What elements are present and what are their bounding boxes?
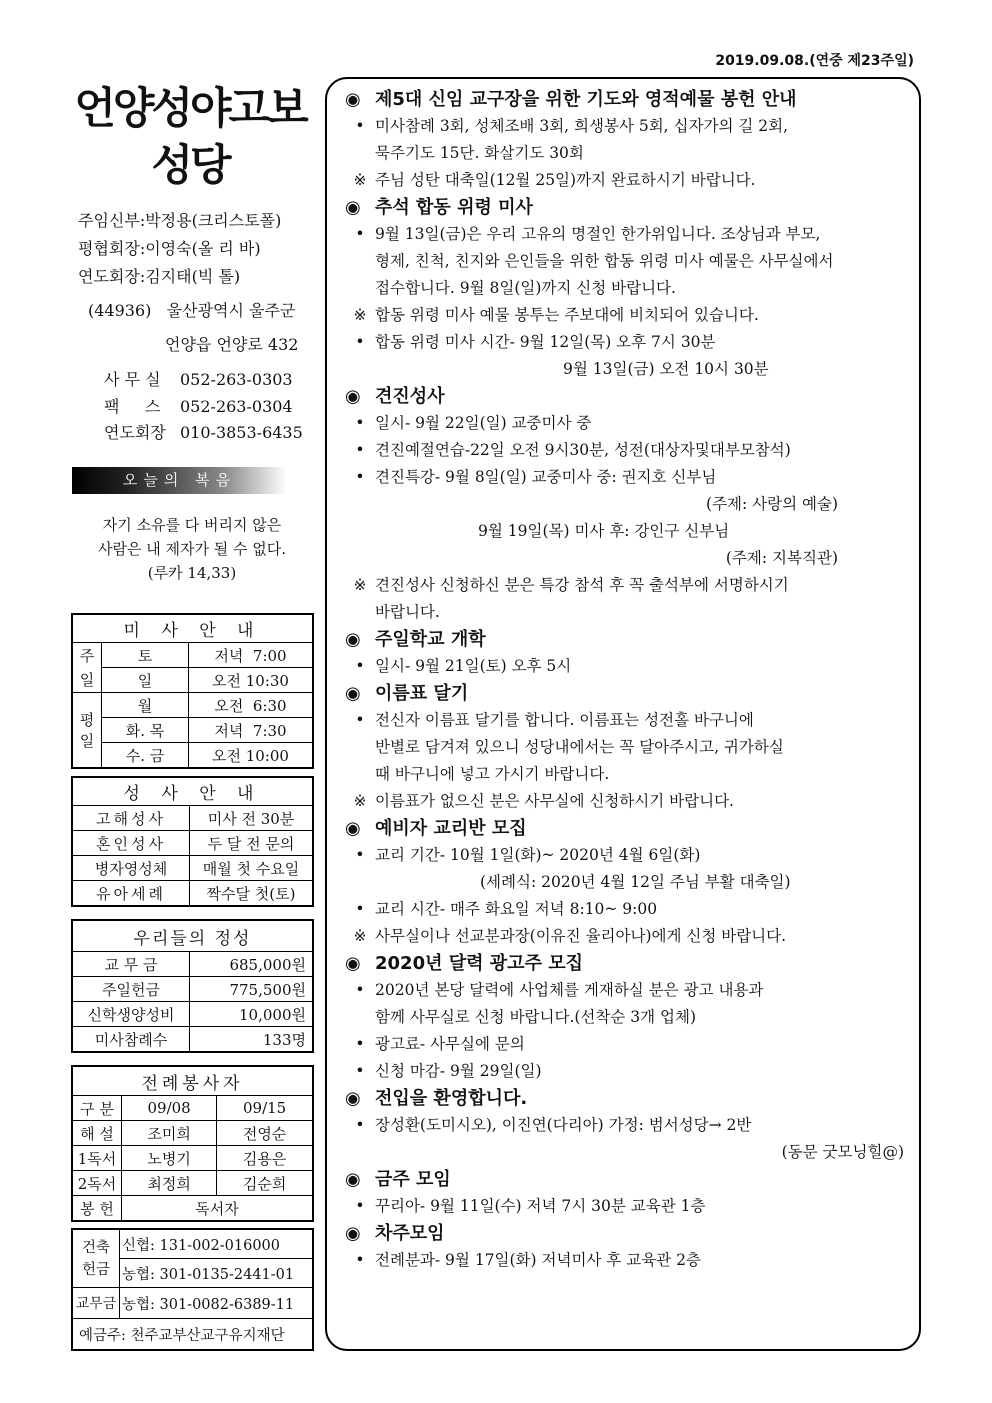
notice-text: 견진특강- 9월 8일(일) 교중미사 중: 권지호 신부님 [375, 468, 717, 486]
server-name: 독서자 [122, 1196, 314, 1222]
section-title: 2020년 달력 광고주 모집 [375, 953, 584, 974]
notices-content [345, 86, 910, 1274]
notice-line [345, 491, 910, 518]
contact-office [104, 367, 293, 390]
notice-note-item [345, 923, 910, 950]
sacrament-value: 매월 첫 수요일 [190, 856, 314, 881]
server-role: 봉 헌 [72, 1196, 122, 1222]
sacrament-value: 미사 전 30분 [190, 806, 314, 831]
notice-text: 견진예절연습-22일 오전 9시30분, 성전(대상자및대부모참석) [375, 441, 791, 459]
group-sunday: 주일 [72, 643, 102, 693]
section-title: 주일학교 개학 [375, 629, 486, 650]
notice-text: 견진성사 신청하신 분은 특강 참석 후 꼭 출석부에 서명하시기 [375, 576, 789, 594]
server-name: 김순희 [217, 1171, 313, 1196]
section-title: 추석 합동 위령 미사 [375, 197, 533, 218]
notice-text: 9월 13일(금)은 우리 고유의 명절인 한가위입니다. 조상님과 부모, [375, 225, 821, 243]
notice-bullet-item [345, 896, 910, 923]
notice-text: (주제: 사랑의 예술) [706, 495, 838, 513]
notice-bullet-item [345, 113, 910, 140]
notice-text: (동문 굿모닝힐@) [781, 1143, 904, 1161]
parish-title-line2: 성당 [151, 141, 229, 191]
gospel-heading: 오늘의 복음 [72, 467, 287, 494]
info-label: 주임신부 [78, 211, 140, 230]
contact-label: 연도회장 [104, 423, 166, 442]
sacraments-heading: 성 사 안 내 [72, 777, 313, 806]
notice-text: (주제: 지복직관) [725, 549, 838, 567]
bullet-icon: • [355, 1251, 365, 1269]
info-council-president [78, 236, 261, 259]
bullet-icon: • [355, 657, 365, 675]
notice-section-heading [345, 626, 910, 653]
section-title: 금주 모임 [375, 1169, 451, 1190]
section-title: 견진성사 [375, 386, 445, 407]
bullet-icon: • [355, 711, 365, 729]
section-marker-icon: ◉ [345, 197, 361, 218]
notice-text: 합동 위령 미사 시간- 9월 12일(목) 오후 7시 30분 [375, 333, 716, 351]
contact-label: 팩 스 [104, 397, 161, 416]
notice-bullet-item [345, 977, 910, 1004]
mass-time: 저녁 7:00 [189, 643, 314, 668]
bullet-icon: • [355, 1035, 365, 1053]
sacrament-name: 혼인성사 [72, 831, 190, 856]
notice-text: 주님 성탄 대축일(12월 25일)까지 완료하시기 바랍니다. [375, 171, 756, 189]
servers-col-header: 구 분 [72, 1096, 122, 1121]
bullet-icon: • [355, 468, 365, 486]
mass-day: 화. 목 [102, 718, 189, 743]
notice-section-heading [345, 194, 910, 221]
offerings-heading: 우리들의 정성 [72, 920, 313, 952]
section-title: 제5대 신임 교구장을 위한 기도와 영적예물 봉헌 안내 [375, 89, 797, 110]
section-marker-icon: ◉ [345, 629, 361, 650]
sacrament-value: 두 달 전 문의 [190, 831, 314, 856]
building-fund-label: 건축헌금 [72, 1229, 120, 1288]
notice-bullet-item [345, 329, 910, 356]
section-marker-icon: ◉ [345, 683, 361, 704]
section-marker-icon: ◉ [345, 1169, 361, 1190]
gospel-line: 자기 소유를 다 버리지 않은 [102, 516, 282, 534]
mass-day: 일 [102, 668, 189, 693]
notice-text: 합동 위령 미사 예물 봉투는 주보대에 비치되어 있습니다. [375, 306, 759, 324]
servers-heading: 전례봉사자 [72, 1066, 313, 1096]
section-title: 예비자 교리반 모집 [375, 818, 527, 839]
notice-line [345, 518, 910, 545]
account-number: 농협: 301-0135-2441-01 [120, 1259, 314, 1288]
notice-line [345, 761, 910, 788]
notice-text: 접수합니다. 9월 8일(일)까지 신청 바랍니다. [375, 279, 676, 297]
notice-text: 이름표가 없으신 분은 사무실에 신청하시기 바랍니다. [375, 792, 734, 810]
offering-value: 133명 [190, 1027, 314, 1053]
section-marker-icon: ◉ [345, 89, 361, 110]
notice-section-heading [345, 383, 910, 410]
notice-bullet-item [345, 410, 910, 437]
bullet-icon: • [355, 225, 365, 243]
notice-line [345, 869, 910, 896]
mass-time: 저녁 7:30 [189, 718, 314, 743]
notice-line [345, 356, 910, 383]
notice-section-heading [345, 815, 910, 842]
mass-day: 월 [102, 693, 189, 718]
offering-value: 775,500원 [190, 977, 314, 1002]
section-title: 차주모임 [375, 1223, 445, 1244]
notice-line [345, 734, 910, 761]
notice-section-heading [345, 1166, 910, 1193]
bullet-icon: • [355, 1116, 365, 1134]
contact-label: 사 무 실 [104, 370, 161, 389]
address-text: 울산광역시 울주군 [166, 301, 296, 320]
notice-bullet-item [345, 1031, 910, 1058]
contact-value: 010-3853-6435 [180, 423, 303, 442]
notice-text: 때 바구니에 넣고 가시기 바랍니다. [375, 765, 610, 783]
notice-text: 2020년 본당 달력에 사업체를 게재하실 분은 광고 내용과 [375, 981, 764, 999]
account-number: 농협: 301-0082-6389-11 [120, 1288, 314, 1319]
notice-bullet-item [345, 707, 910, 734]
notice-text: 일시- 9월 22일(일) 교중미사 중 [375, 414, 592, 432]
account-number: 신협: 131-002-016000 [120, 1229, 314, 1259]
notice-section-heading [345, 1220, 910, 1247]
bullet-icon: • [355, 414, 365, 432]
bullet-icon: • [355, 981, 365, 999]
gospel-line: 사람은 내 제자가 될 수 없다. [98, 540, 286, 558]
notice-note-item [345, 167, 910, 194]
notice-text: (세례식: 2020년 4월 12일 주님 부활 대축일) [480, 873, 791, 891]
offering-name: 주일헌금 [72, 977, 190, 1002]
mass-time: 오전 10:30 [189, 668, 314, 693]
notice-section-heading [345, 950, 910, 977]
notice-text: 꾸리아- 9월 11일(수) 저녁 7시 30분 교육관 1층 [375, 1197, 706, 1215]
notice-bullet-item [345, 1193, 910, 1220]
contact-value: 052-263-0304 [180, 397, 293, 416]
group-weekday: 평일 [72, 693, 102, 769]
sacrament-name: 병자영성체 [72, 856, 190, 881]
info-label: 평협회장 [78, 239, 140, 258]
mass-day: 토 [102, 643, 189, 668]
address-line2: 언양읍 언양로 432 [165, 335, 299, 354]
server-role: 1독서 [72, 1146, 122, 1171]
note-mark-icon: ※ [353, 171, 367, 189]
mass-time: 오전 6:30 [189, 693, 314, 718]
postal-code: (44936) [88, 301, 152, 320]
notice-bullet-item [345, 842, 910, 869]
accounts-table [71, 1228, 314, 1351]
offering-name: 미사참례수 [72, 1027, 190, 1053]
server-name: 전영순 [217, 1121, 313, 1146]
note-mark-icon: ※ [353, 576, 367, 594]
server-name: 김용은 [217, 1146, 313, 1171]
notice-line [345, 248, 910, 275]
bullet-icon: • [355, 117, 365, 135]
offering-value: 10,000원 [190, 1002, 314, 1027]
notice-bullet-item [345, 653, 910, 680]
servers-col-header: 09/15 [217, 1096, 313, 1121]
info-value: :박정용(크리스토폴) [139, 211, 282, 230]
sacrament-value: 짝수달 첫(토) [190, 881, 314, 907]
notice-text: 함께 사무실로 신청 바랍니다.(선착순 3개 업체) [375, 1008, 697, 1026]
notice-bullet-item [345, 1058, 910, 1085]
notice-text: 장성환(도미시오), 이진연(다리아) 가정: 범서성당→ 2반 [375, 1116, 752, 1134]
bullet-icon: • [355, 846, 365, 864]
notice-text: 일시- 9월 21일(토) 오후 5시 [375, 657, 572, 675]
server-role: 2독서 [72, 1171, 122, 1196]
gospel-reference: (루카 14,33) [147, 564, 237, 582]
offerings-table [71, 919, 314, 1053]
info-yeondo-president [78, 264, 240, 287]
notice-text: 전례분과- 9월 17일(화) 저녁미사 후 교육관 2층 [375, 1251, 701, 1269]
bulletin-date: 2019.09.08.(연중 제23주일) [715, 53, 914, 69]
notice-text: 광고료- 사무실에 문의 [375, 1035, 525, 1053]
server-name: 노병기 [122, 1146, 217, 1171]
server-name: 조미희 [122, 1121, 217, 1146]
notice-section-heading [345, 86, 910, 113]
contact-fax [104, 394, 293, 417]
contact-value: 052-263-0303 [180, 370, 293, 389]
sacraments-table [71, 776, 314, 907]
sacrament-name: 고해성사 [72, 806, 190, 831]
notice-bullet-item [345, 1247, 910, 1274]
info-pastor [78, 208, 281, 231]
note-mark-icon: ※ [353, 792, 367, 810]
servers-table [71, 1065, 314, 1222]
notice-text: 신청 마감- 9월 29일(일) [375, 1062, 542, 1080]
notice-text: 교리 시간- 매주 화요일 저녁 8:10~ 9:00 [375, 900, 658, 918]
note-mark-icon: ※ [353, 927, 367, 945]
notice-line [345, 599, 910, 626]
notice-note-item [345, 302, 910, 329]
notice-line [345, 1004, 910, 1031]
notice-section-heading [345, 1085, 910, 1112]
section-marker-icon: ◉ [345, 1223, 361, 1244]
notice-text: 교리 기간- 10월 1일(화)~ 2020년 4월 6일(화) [375, 846, 701, 864]
notice-line [345, 275, 910, 302]
notice-bullet-item [345, 464, 910, 491]
section-title: 전입을 환영합니다. [375, 1088, 528, 1109]
info-label: 연도회장 [78, 267, 140, 286]
account-holder: 예금주: 천주교부산교구유지재단 [72, 1319, 313, 1351]
mass-schedule-table [71, 613, 314, 769]
notice-note-item [345, 572, 910, 599]
info-value: :김지태(빅 톨) [139, 267, 241, 286]
mass-heading: 미 사 안 내 [72, 614, 313, 643]
notice-bullet-item [345, 221, 910, 248]
section-marker-icon: ◉ [345, 818, 361, 839]
bullet-icon: • [355, 333, 365, 351]
notice-section-heading [345, 680, 910, 707]
info-value: :이영숙(올 리 바) [139, 239, 261, 258]
notice-text: 묵주기도 15단. 화살기도 30회 [375, 144, 584, 162]
address-line1 [88, 298, 295, 321]
bullet-icon: • [355, 441, 365, 459]
mass-day: 수. 금 [102, 743, 189, 769]
notice-text: 전신자 이름표 달기를 합니다. 이름표는 성전홀 바구니에 [375, 711, 754, 729]
notice-note-item [345, 788, 910, 815]
bullet-icon: • [355, 1062, 365, 1080]
notice-text: 형제, 친척, 친지와 은인들을 위한 합동 위령 미사 예물은 사무실에서 [375, 252, 834, 270]
mass-time: 오전 10:00 [189, 743, 314, 769]
notice-bullet-item [345, 1112, 910, 1139]
notice-text: 반별로 담겨져 있으니 성당내에서는 꼭 달아주시고, 귀가하실 [375, 738, 784, 756]
section-marker-icon: ◉ [345, 1088, 361, 1109]
server-name: 최정희 [122, 1171, 217, 1196]
notice-text: 사무실이나 선교분과장(이유진 율리아나)에게 신청 바랍니다. [375, 927, 787, 945]
parish-title: 언양성야고보 [74, 84, 306, 134]
offering-value: 685,000원 [190, 952, 314, 977]
sacrament-name: 유아세례 [72, 881, 190, 907]
server-role: 해 설 [72, 1121, 122, 1146]
contact-yeondo [104, 420, 303, 443]
notice-text: 미사참례 3회, 성체조배 3회, 희생봉사 5회, 십자가의 길 2회, [375, 117, 789, 135]
notice-line [345, 1139, 910, 1166]
offering-name: 신학생양성비 [72, 1002, 190, 1027]
bullet-icon: • [355, 1197, 365, 1215]
servers-col-header: 09/08 [122, 1096, 217, 1121]
section-title: 이름표 달기 [375, 683, 469, 704]
notice-text: 9월 19일(목) 미사 후: 강인구 신부님 [478, 522, 730, 540]
notice-bullet-item [345, 437, 910, 464]
notice-line [345, 545, 910, 572]
note-mark-icon: ※ [353, 306, 367, 324]
offering-name: 교 무 금 [72, 952, 190, 977]
tithe-label: 교무금 [72, 1288, 120, 1319]
notice-text: 바랍니다. [375, 603, 440, 621]
bullet-icon: • [355, 900, 365, 918]
section-marker-icon: ◉ [345, 386, 361, 407]
notice-line [345, 140, 910, 167]
notice-text: 9월 13일(금) 오전 10시 30분 [563, 360, 769, 378]
section-marker-icon: ◉ [345, 953, 361, 974]
